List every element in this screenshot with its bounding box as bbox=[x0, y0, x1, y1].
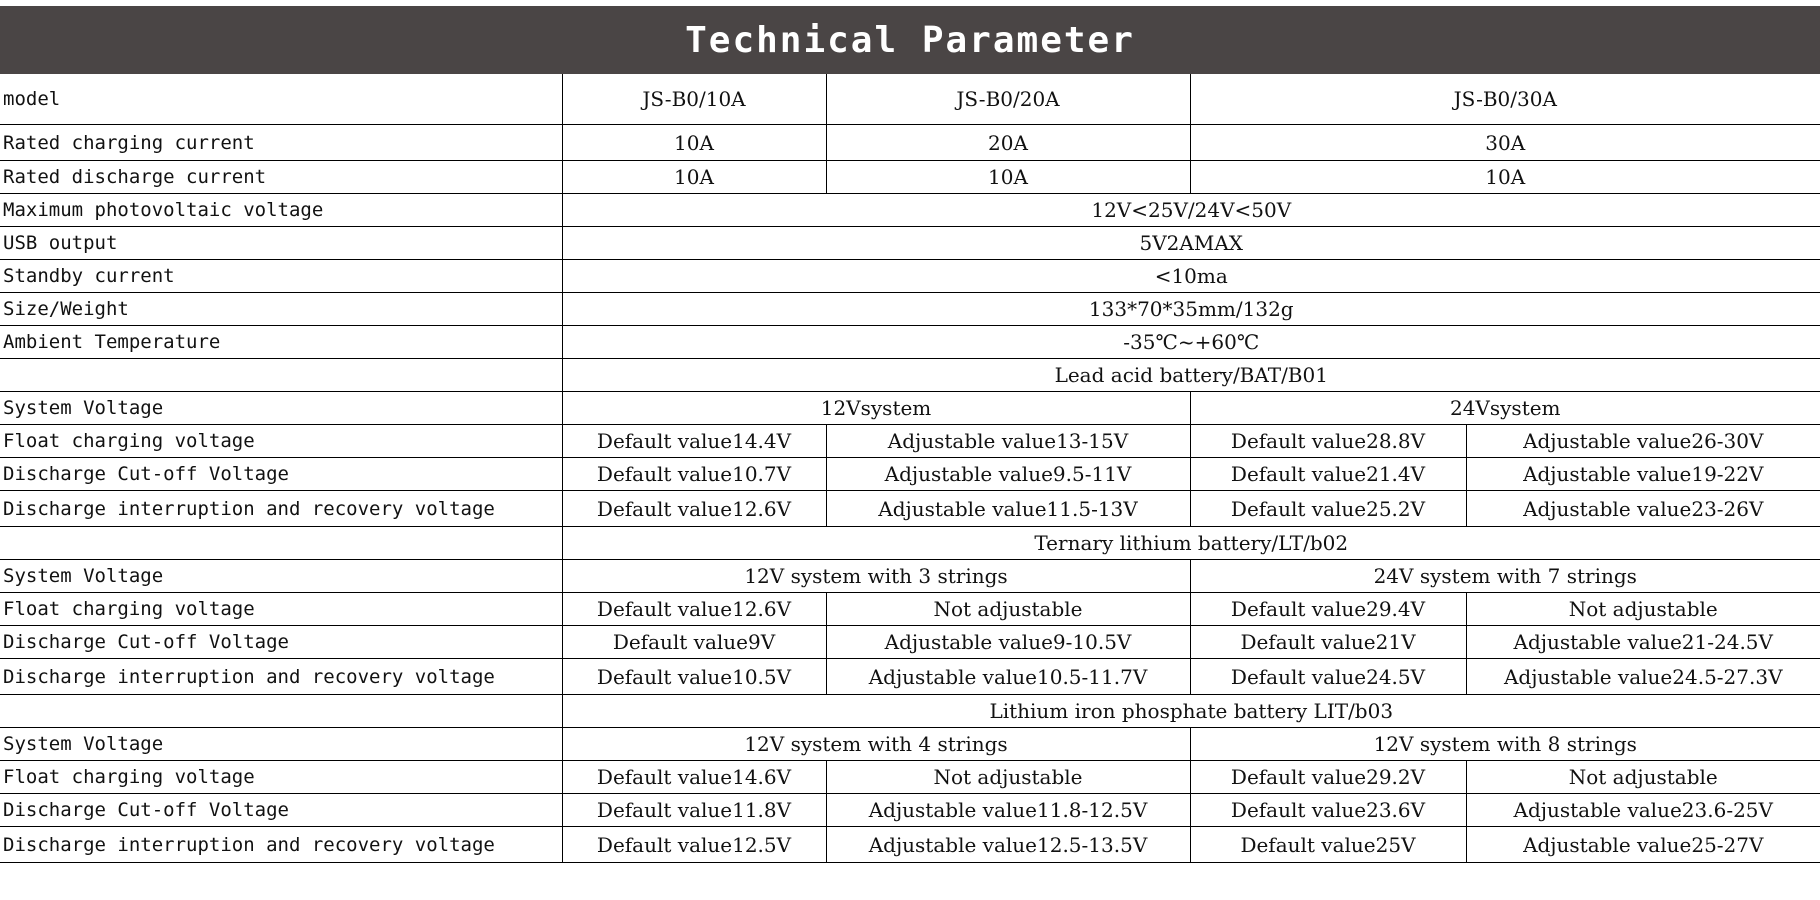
battery-type-label: Lead acid battery/BAT/B01 bbox=[562, 359, 1820, 392]
system-b-cell: 24V system with 7 strings bbox=[1190, 560, 1820, 593]
table-cell: 10A bbox=[826, 161, 1190, 194]
page-title: Technical Parameter bbox=[0, 6, 1820, 74]
system-a-cell: 12V system with 4 strings bbox=[562, 728, 1190, 761]
table-cell: Adjustable value21-24.5V bbox=[1466, 626, 1820, 659]
table-cell: Adjustable value25-27V bbox=[1466, 827, 1820, 863]
row-label: Discharge interruption and recovery voltage bbox=[0, 491, 562, 527]
table-cell: Default value11.8V bbox=[562, 794, 826, 827]
table-cell: Default value23.6V bbox=[1190, 794, 1466, 827]
table-cell: Adjustable value24.5-27.3V bbox=[1466, 659, 1820, 695]
table-row bbox=[0, 593, 1820, 626]
battery-type-label: Ternary lithium battery/LT/b02 bbox=[562, 527, 1820, 560]
table-cell: Default value12.6V bbox=[562, 593, 826, 626]
table-row bbox=[0, 728, 1820, 761]
table-row bbox=[0, 392, 1820, 425]
table-cell: Default value12.6V bbox=[562, 491, 826, 527]
table-row bbox=[0, 626, 1820, 659]
row-label-empty bbox=[0, 527, 562, 560]
system-b-cell: 12V system with 8 strings bbox=[1190, 728, 1820, 761]
parameter-table bbox=[0, 74, 1820, 863]
table-cell: Adjustable value23-26V bbox=[1466, 491, 1820, 527]
table-cell: Default value14.4V bbox=[562, 425, 826, 458]
table-cell: 10A bbox=[562, 125, 826, 161]
table-cell: Adjustable value23.6-25V bbox=[1466, 794, 1820, 827]
table-cell: Adjustable value11.8-12.5V bbox=[826, 794, 1190, 827]
row-label: Rated discharge current bbox=[0, 161, 562, 194]
system-a-cell: 12Vsystem bbox=[562, 392, 1190, 425]
row-label-empty bbox=[0, 359, 562, 392]
table-cell: Default value21V bbox=[1190, 626, 1466, 659]
table-cell: 10A bbox=[562, 161, 826, 194]
battery-type-row bbox=[0, 695, 1820, 728]
row-label: System Voltage bbox=[0, 560, 562, 593]
table-cell: Default value25.2V bbox=[1190, 491, 1466, 527]
table-cell: Default value28.8V bbox=[1190, 425, 1466, 458]
table-cell: Default value21.4V bbox=[1190, 458, 1466, 491]
table-cell: Default value24.5V bbox=[1190, 659, 1466, 695]
table-row bbox=[0, 326, 1820, 359]
table-row bbox=[0, 161, 1820, 194]
row-label: Discharge Cut-off Voltage bbox=[0, 626, 562, 659]
table-cell: Adjustable value13-15V bbox=[826, 425, 1190, 458]
table-row bbox=[0, 125, 1820, 161]
table-cell: <10ma bbox=[562, 260, 1820, 293]
row-label: Maximum photovoltaic voltage bbox=[0, 194, 562, 227]
row-label: System Voltage bbox=[0, 728, 562, 761]
row-label: Float charging voltage bbox=[0, 593, 562, 626]
table-row bbox=[0, 293, 1820, 326]
table-row bbox=[0, 425, 1820, 458]
row-label: Discharge Cut-off Voltage bbox=[0, 458, 562, 491]
table-row bbox=[0, 227, 1820, 260]
row-label: Discharge interruption and recovery voltage bbox=[0, 827, 562, 863]
table-row bbox=[0, 560, 1820, 593]
row-label: Float charging voltage bbox=[0, 425, 562, 458]
table-row bbox=[0, 458, 1820, 491]
spec-sheet bbox=[0, 6, 1820, 863]
table-cell: Not adjustable bbox=[826, 761, 1190, 794]
table-cell: Default value10.7V bbox=[562, 458, 826, 491]
table-row bbox=[0, 761, 1820, 794]
table-cell: 30A bbox=[1190, 125, 1820, 161]
table-row bbox=[0, 794, 1820, 827]
table-row bbox=[0, 827, 1820, 863]
table-cell: -35℃~+60℃ bbox=[562, 326, 1820, 359]
row-label: Rated charging current bbox=[0, 125, 562, 161]
table-cell: Adjustable value12.5-13.5V bbox=[826, 827, 1190, 863]
table-row bbox=[0, 194, 1820, 227]
table-cell: Not adjustable bbox=[826, 593, 1190, 626]
table-cell: Adjustable value10.5-11.7V bbox=[826, 659, 1190, 695]
table-cell: Default value29.2V bbox=[1190, 761, 1466, 794]
table-cell: 5V2AMAX bbox=[562, 227, 1820, 260]
table-row-model bbox=[0, 74, 1820, 125]
row-label: Ambient Temperature bbox=[0, 326, 562, 359]
battery-type-row bbox=[0, 527, 1820, 560]
table-row bbox=[0, 491, 1820, 527]
row-label: model bbox=[0, 74, 562, 125]
system-a-cell: 12V system with 3 strings bbox=[562, 560, 1190, 593]
table-row bbox=[0, 659, 1820, 695]
table-cell: 20A bbox=[826, 125, 1190, 161]
table-row bbox=[0, 260, 1820, 293]
table-cell: Default value12.5V bbox=[562, 827, 826, 863]
table-cell: Adjustable value19-22V bbox=[1466, 458, 1820, 491]
table-cell: Adjustable value26-30V bbox=[1466, 425, 1820, 458]
table-cell: Not adjustable bbox=[1466, 761, 1820, 794]
model-cell: JS-B0/30A bbox=[1190, 74, 1820, 125]
battery-type-row bbox=[0, 359, 1820, 392]
table-cell: Adjustable value9.5-11V bbox=[826, 458, 1190, 491]
row-label: USB output bbox=[0, 227, 562, 260]
row-label-empty bbox=[0, 695, 562, 728]
row-label: Float charging voltage bbox=[0, 761, 562, 794]
table-cell: Default value9V bbox=[562, 626, 826, 659]
row-label: Standby current bbox=[0, 260, 562, 293]
battery-type-label: Lithium iron phosphate battery LIT/b03 bbox=[562, 695, 1820, 728]
table-cell: 12V<25V/24V<50V bbox=[562, 194, 1820, 227]
model-cell: JS-B0/20A bbox=[826, 74, 1190, 125]
row-label: Size/Weight bbox=[0, 293, 562, 326]
row-label: Discharge interruption and recovery voltage bbox=[0, 659, 562, 695]
table-cell: Default value29.4V bbox=[1190, 593, 1466, 626]
row-label: System Voltage bbox=[0, 392, 562, 425]
system-b-cell: 24Vsystem bbox=[1190, 392, 1820, 425]
row-label: Discharge Cut-off Voltage bbox=[0, 794, 562, 827]
table-cell: 10A bbox=[1190, 161, 1820, 194]
model-cell: JS-B0/10A bbox=[562, 74, 826, 125]
table-cell: Default value25V bbox=[1190, 827, 1466, 863]
table-cell: Adjustable value11.5-13V bbox=[826, 491, 1190, 527]
table-cell: Adjustable value9-10.5V bbox=[826, 626, 1190, 659]
table-cell: Default value14.6V bbox=[562, 761, 826, 794]
table-cell: 133*70*35mm/132g bbox=[562, 293, 1820, 326]
table-cell: Not adjustable bbox=[1466, 593, 1820, 626]
table-cell: Default value10.5V bbox=[562, 659, 826, 695]
